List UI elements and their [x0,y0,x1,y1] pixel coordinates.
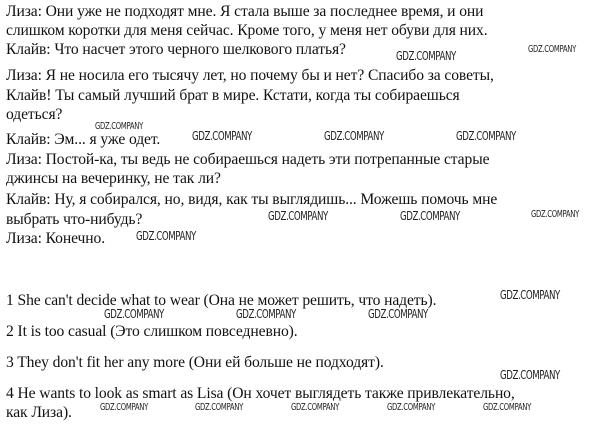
dialogue-line: Лиза: Я не носила его тысячу лет, но почему бы и нет? Спасибо за советы, [6,67,494,84]
dialogue-line: слишком коротки для меня сейчас. Кроме того, у меня нет обуви для них. [6,22,488,39]
watermark: GDZ.COMPANY [268,209,328,223]
watermark: GDZ.COMPANY [192,129,252,143]
watermark: GDZ.COMPANY [400,209,460,223]
watermark: GDZ.COMPANY [100,402,148,413]
watermark: GDZ.COMPANY [368,307,428,321]
watermark: GDZ.COMPANY [396,49,456,63]
watermark: GDZ.COMPANY [195,402,243,413]
watermark: GDZ.COMPANY [531,209,579,220]
answer-line: 4 He wants to look as smart as Lisa (Он хочет выглядеть также привлекательно, [6,385,515,402]
watermark: GDZ.COMPANY [95,121,143,132]
watermark: GDZ.COMPANY [528,44,576,55]
dialogue-line: выбрать что-нибудь? [6,211,143,228]
watermark: GDZ.COMPANY [456,129,516,143]
answer-line: 2 It is too casual (Это слишком повседневно). [6,323,298,340]
dialogue-line: джинсы на вечеринку, не так ли? [6,170,221,187]
answer-line: 1 She can't decide what to wear (Она не может решить, что надеть). [6,292,437,309]
answer-line: 3 They don't fit her any more (Они ей больше не подходят). [6,354,384,371]
watermark: GDZ.COMPANY [500,288,560,302]
dialogue-line: Лиза: Конечно. [6,230,106,247]
watermark: GDZ.COMPANY [324,129,384,143]
answer-line: как Лиза). [6,404,72,421]
dialogue-line: Лиза: Постой-ка, ты ведь не собираешься надеть эти потрепанные старые [6,151,490,168]
watermark: GDZ.COMPANY [236,307,296,321]
watermark: GDZ.COMPANY [291,402,339,413]
dialogue-line: одеться? [6,106,63,123]
dialogue-line: Клайв: Ну, я собирался, но, видя, как ты выглядишь... Можешь помочь мне [6,191,498,208]
watermark: GDZ.COMPANY [483,402,531,413]
dialogue-line: Клайв: Что насчет этого черного шелкового платья? [6,41,346,58]
dialogue-line: Клайв! Ты самый лучший брат в мире. Кстати, когда ты собираешься [6,87,460,104]
watermark: GDZ.COMPANY [104,307,164,321]
watermark: GDZ.COMPANY [387,402,435,413]
watermark: GDZ.COMPANY [500,368,560,382]
dialogue-line: Лиза: Они уже не подходят мне. Я стала выше за последнее время, и они [6,3,484,20]
dialogue-line: Клайв: Эм... я уже одет. [6,131,161,148]
watermark: GDZ.COMPANY [136,229,196,243]
